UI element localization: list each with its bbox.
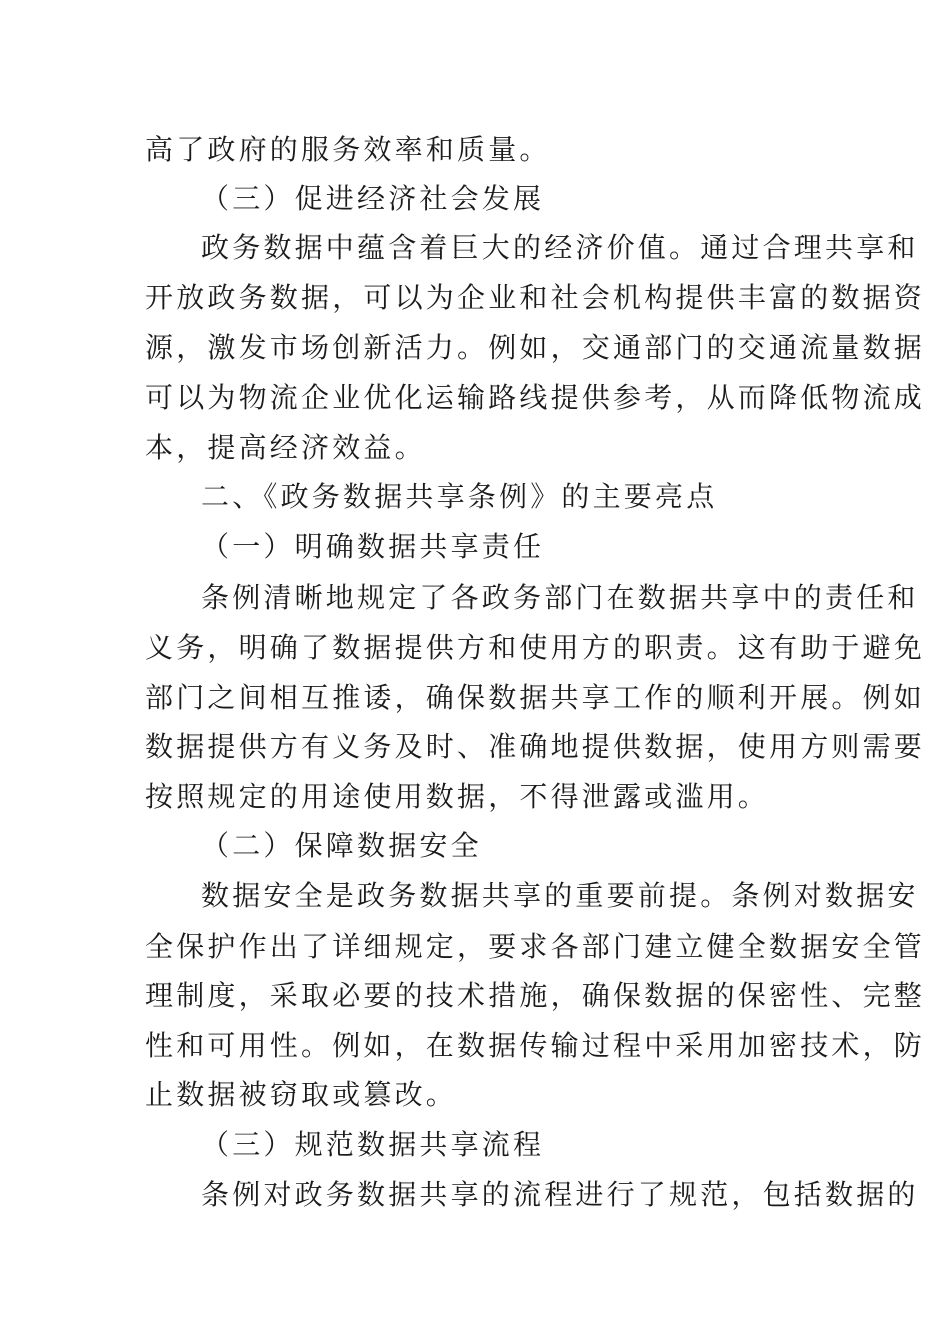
section-heading: （三）促进经济社会发展 (201, 182, 545, 215)
paragraph-line: 按照规定的用途使用数据，不得泄露或滥用。 (145, 780, 770, 813)
paragraph-line: 性和可用性。例如，在数据传输过程中采用加密技术，防 (145, 1029, 926, 1062)
paragraph-line: 高了政府的服务效率和质量。 (145, 133, 551, 166)
paragraph-line: 条例清晰地规定了各政务部门在数据共享中的责任和 (201, 581, 919, 614)
paragraph-line: 全保护作出了详细规定，要求各部门建立健全数据安全管 (145, 930, 926, 963)
paragraph-line: 部门之间相互推诿，确保数据共享工作的顺利开展。例如 (145, 681, 926, 714)
paragraph-line: 可以为物流企业优化运输路线提供参考，从而降低物流成 (145, 381, 926, 414)
paragraph-line: 政务数据中蕴含着巨大的经济价值。通过合理共享和 (201, 231, 919, 264)
paragraph-line: 开放政务数据，可以为企业和社会机构提供丰富的数据资 (145, 281, 926, 314)
paragraph-line: 数据安全是政务数据共享的重要前提。条例对数据安 (201, 879, 919, 912)
paragraph-line: 理制度，采取必要的技术措施，确保数据的保密性、完整 (145, 979, 926, 1012)
paragraph-line: 义务，明确了数据提供方和使用方的职责。这有助于避免 (145, 631, 926, 664)
paragraph-line: 源，激发市场创新活力。例如，交通部门的交通流量数据 (145, 331, 926, 364)
section-heading: （二）保障数据安全 (201, 829, 482, 862)
chapter-heading: 二、《政务数据共享条例》的主要亮点 (201, 480, 718, 513)
section-heading: （三）规范数据共享流程 (201, 1128, 545, 1161)
paragraph-line: 数据提供方有义务及时、准确地提供数据，使用方则需要 (145, 730, 926, 763)
paragraph-line: 本，提高经济效益。 (145, 431, 426, 464)
section-heading: （一）明确数据共享责任 (201, 530, 545, 563)
paragraph-line: 止数据被窃取或篡改。 (145, 1078, 458, 1111)
paragraph-line: 条例对政务数据共享的流程进行了规范，包括数据的 (201, 1178, 919, 1211)
